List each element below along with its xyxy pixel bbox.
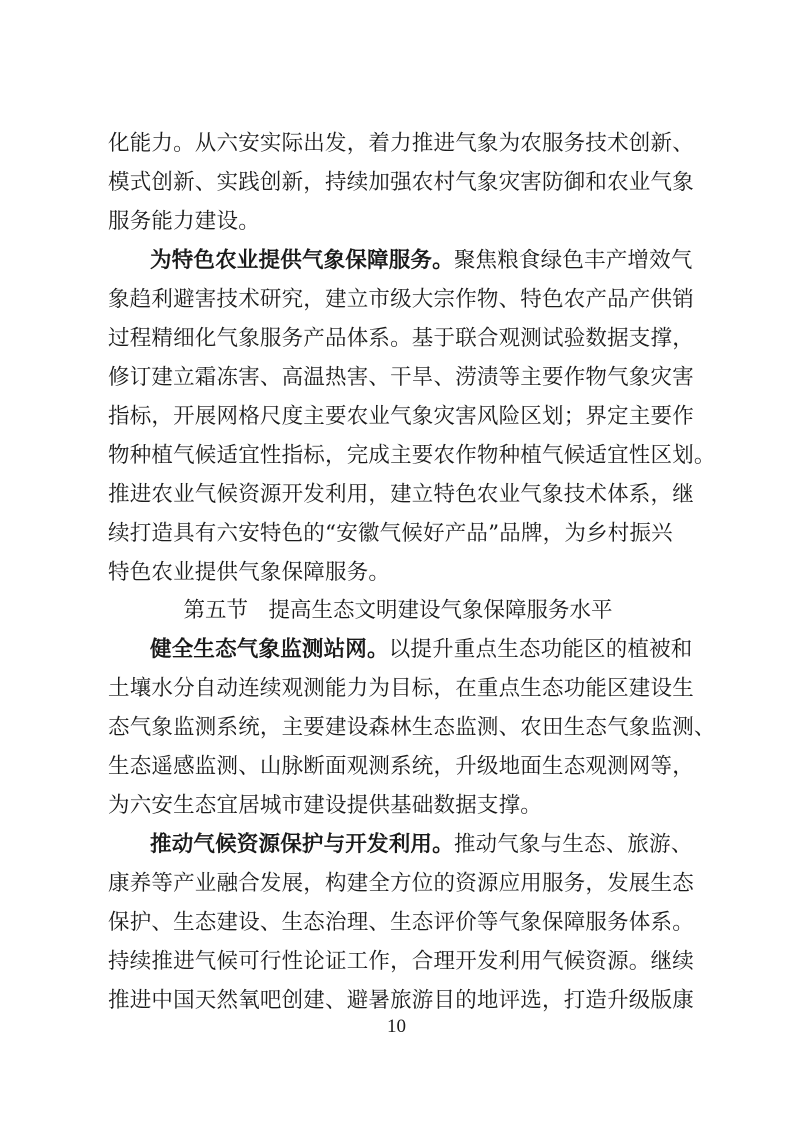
paragraph-text: 聚焦粮食绿色丰产增效气 xyxy=(453,248,693,273)
paragraph-line: 象趋利避害技术研究，建立市级大宗作物、特色农产品产供销 xyxy=(108,287,694,312)
section-heading xyxy=(108,591,688,631)
paragraph-line: 保护、生态建设、生态治理、生态评价等气象保障服务体系。 xyxy=(108,910,694,935)
paragraph-first-line xyxy=(150,630,693,670)
paragraph-first-line xyxy=(150,825,693,865)
paragraph-line: 修订建立霜冻害、高温热害、干旱、涝渍等主要作物气象灾害 xyxy=(108,365,694,390)
paragraph-line: 为六安生态宜居城市建设提供基础数据支撑。 xyxy=(108,793,543,818)
section-number: 第五节 xyxy=(183,598,248,623)
paragraph-line: 态气象监测系统，主要建设森林生态监测、农田生态气象监测、 xyxy=(108,715,716,740)
paragraph-line: 化能力。从六安实际出发，着力推进气象为农服务技术创新、 xyxy=(108,131,694,156)
section-title: 提高生态文明建设气象保障服务水平 xyxy=(268,598,613,623)
paragraph-line: 康养等产业融合发展，构建全方位的资源应用服务，发展生态 xyxy=(108,871,694,896)
paragraph-line: 特色农业提供气象保障服务。 xyxy=(108,560,391,585)
paragraph-line: 模式创新、实践创新，持续加强农村气象灾害防御和农业气象 xyxy=(108,170,694,195)
paragraph-heading: 为特色农业提供气象保障服务。 xyxy=(150,248,454,273)
paragraph-line: 指标，开展网格尺度主要农业气象灾害风险区划；界定主要作 xyxy=(108,404,694,429)
paragraph-line: 续打造具有六安特色的“安徽气候好产品”品牌，为乡村振兴 xyxy=(108,521,673,546)
paragraph-line: 推进农业气候资源开发利用，建立特色农业气象技术体系，继 xyxy=(108,482,694,507)
paragraph-line: 服务能力建设。 xyxy=(108,209,260,234)
paragraph-heading: 健全生态气象监测站网。 xyxy=(150,637,389,662)
paragraph-heading: 推动气候资源保护与开发利用。 xyxy=(150,832,454,857)
paragraph-text: 推动气象与生态、旅游、 xyxy=(453,832,693,857)
paragraph-line: 土壤水分自动连续观测能力为目标，在重点生态功能区建设生 xyxy=(108,676,694,701)
paragraph-text: 以提升重点生态功能区的植被和 xyxy=(388,637,693,662)
paragraph-line: 生态遥感监测、山脉断面观测系统，升级地面生态观测网等， xyxy=(108,754,694,779)
paragraph-line: 推进中国天然氧吧创建、避暑旅游目的地评选，打造升级版康 xyxy=(108,988,694,1013)
paragraph-line: 物种植气候适宜性指标，完成主要农作物种植气候适宜性区划。 xyxy=(108,443,716,468)
paragraph-line: 过程精细化气象服务产品体系。基于联合观测试验数据支撑， xyxy=(108,326,694,351)
page-number: 10 xyxy=(387,1016,406,1037)
paragraph-line: 持续推进气候可行性论证工作，合理开发利用气候资源。继续 xyxy=(108,949,694,974)
paragraph-first-line xyxy=(150,241,693,281)
